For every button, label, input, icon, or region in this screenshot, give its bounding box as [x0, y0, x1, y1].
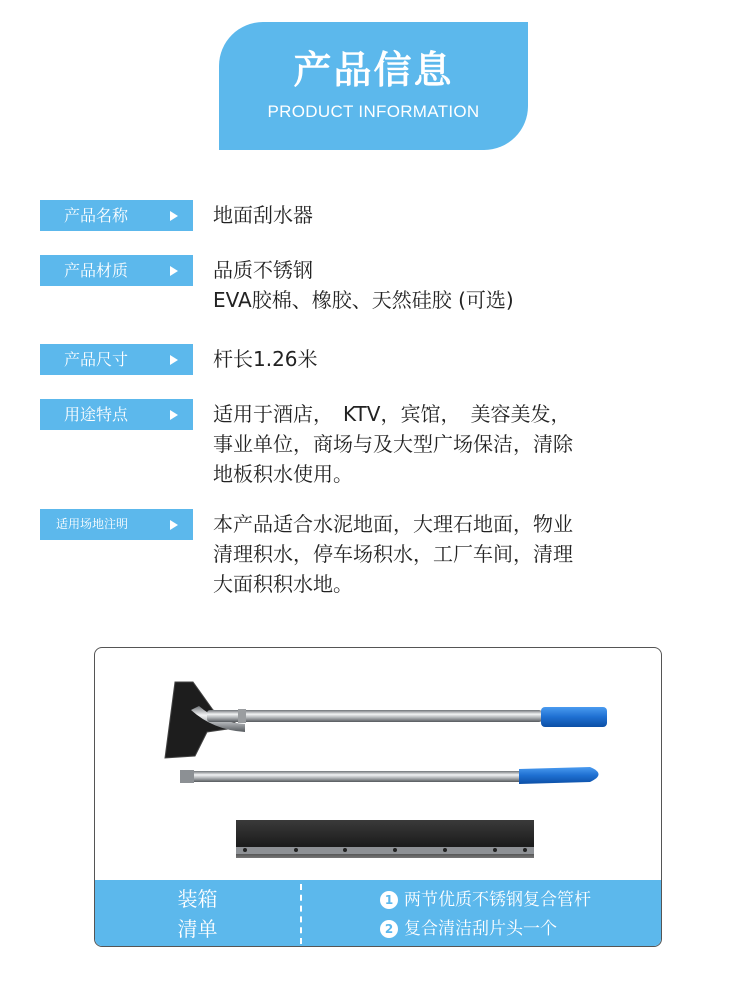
packing-item — [380, 915, 591, 944]
dashed-divider — [300, 884, 302, 944]
info-tag — [40, 344, 193, 375]
handle-with-head — [165, 682, 607, 758]
triangle-right-icon — [170, 355, 178, 365]
info-value — [213, 255, 683, 315]
info-tag — [40, 200, 193, 231]
info-tag-label: 产品尺寸 — [64, 350, 129, 369]
packing-item — [380, 886, 591, 915]
info-value-line: EVA胶棉、橡胶、天然硅胶 (可选) — [213, 288, 514, 312]
info-value-line: 适用于酒店， KTV，宾馆， 美容美发， — [213, 402, 571, 426]
info-value — [213, 509, 683, 599]
info-value-line: 事业单位，商场与及大型广场保洁，清除 — [213, 432, 573, 456]
packing-list-label — [95, 880, 300, 947]
triangle-right-icon — [170, 266, 178, 276]
info-value-line: 杆长1.26米 — [213, 347, 318, 371]
extension-pole — [180, 767, 599, 784]
info-value-line: 本产品适合水泥地面，大理石地面，物业 — [213, 512, 573, 536]
packing-label-line: 清单 — [177, 917, 218, 941]
packing-label-line: 装箱 — [177, 887, 218, 911]
info-tag-label: 用途特点 — [64, 405, 129, 424]
info-tag — [40, 255, 193, 286]
packing-items — [380, 886, 591, 944]
page-subtitle: PRODUCT INFORMATION — [267, 102, 480, 121]
triangle-right-icon — [170, 520, 178, 530]
header-badge — [219, 22, 528, 150]
product-photo-card — [94, 647, 662, 947]
number-badge: 2 — [380, 920, 398, 938]
product-photo — [95, 648, 662, 880]
info-value-line: 地板积水使用。 — [213, 462, 353, 486]
info-value-line: 清理积水，停车场积水，工厂车间，清理 — [213, 542, 573, 566]
packing-item-text: 两节优质不锈钢复合管杆 — [404, 890, 591, 910]
info-value-line: 地面刮水器 — [213, 203, 313, 227]
info-value-line: 品质不锈钢 — [213, 258, 313, 282]
info-value — [213, 399, 683, 489]
packing-list-bar — [95, 880, 662, 947]
number-badge: 1 — [380, 891, 398, 909]
info-tag-label: 产品材质 — [64, 261, 129, 280]
product-illustration — [95, 648, 662, 880]
page-title: 产品信息 — [293, 48, 454, 92]
info-value-line: 大面积积水地。 — [213, 572, 353, 596]
blade-head — [236, 820, 534, 858]
info-tag — [40, 399, 193, 430]
info-tag — [40, 509, 193, 540]
triangle-right-icon — [170, 211, 178, 221]
info-value — [213, 344, 683, 374]
info-tag-label: 产品名称 — [64, 206, 129, 225]
info-tag-label: 适用场地注明 — [56, 517, 129, 531]
packing-item-text: 复合清洁刮片头一个 — [404, 919, 557, 939]
info-value — [213, 200, 683, 230]
triangle-right-icon — [170, 410, 178, 420]
